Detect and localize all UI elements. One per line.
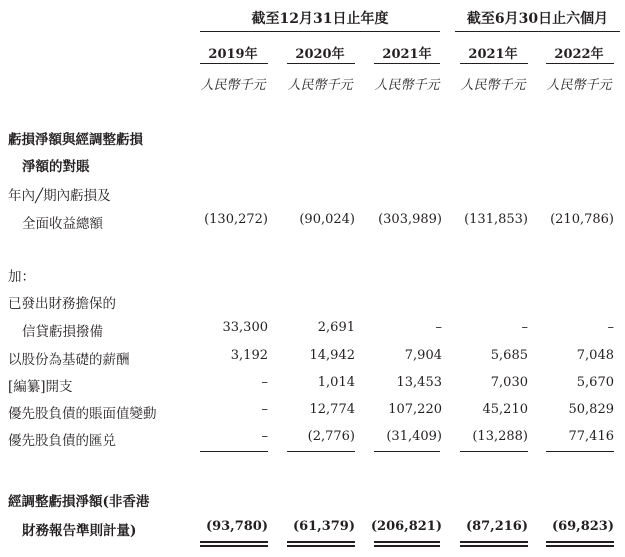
value-cell: 14,942 [309,348,355,363]
value-cell: 33,300 [222,320,268,335]
row-label: 加： [8,269,35,285]
value-cell: – [607,320,614,335]
value-cell: (210,786) [550,212,614,227]
header-group-interim: 截至6月30日止六個月 [466,11,609,27]
header-group-annual: 截至12月31日止年度 [251,11,389,27]
row-label: 財務報告準則計量) [22,523,137,539]
total-double-rule [546,545,614,547]
total-double-rule [287,541,355,543]
value-cell: – [521,320,528,335]
row-label: 優先股負債的匯兑 [8,433,116,449]
year-rule-5 [546,63,614,64]
unit-label: 人民幣千元 [546,78,612,93]
row-label: 信貸虧損撥備 [22,324,103,340]
value-cell: (31,409) [386,429,442,444]
year-2022-interim: 2022年 [554,47,604,62]
value-cell: 50,829 [568,402,614,417]
value-cell: 13,453 [396,375,442,390]
subtotal-rule [287,451,355,452]
row-label: 優先股負債的賬面值變動 [8,406,157,422]
total-double-rule [546,541,614,543]
value-cell: 77,416 [568,429,614,444]
subtotal-rule [200,451,268,452]
year-rule-1 [200,63,268,64]
year-2021: 2021年 [382,47,432,62]
total-cell: (206,821) [370,519,442,534]
header-rule-annual [200,31,440,32]
total-double-rule [200,541,268,543]
value-cell: (2,776) [307,429,355,444]
unit-label: 人民幣千元 [200,78,266,93]
row-label: 虧損淨額與經調整虧損 [8,132,143,148]
value-cell: (90,024) [299,212,355,227]
row-label: 以股份為基礎的薪酬 [8,352,130,368]
value-cell: 5,685 [490,348,528,363]
value-cell: 107,220 [388,402,442,417]
value-cell: 45,210 [482,402,528,417]
total-double-rule [200,545,268,547]
row-label: 已發出財務擔保的 [8,296,116,312]
value-cell: (131,853) [464,212,528,227]
unit-label: 人民幣千元 [287,78,353,93]
total-double-rule [460,541,528,543]
row-label: [編纂]開支 [8,379,73,395]
year-rule-2 [287,63,355,64]
row-label: 經調整虧損淨額(非香港 [8,494,150,510]
total-double-rule [374,545,440,547]
subtotal-rule [546,451,614,452]
year-2019: 2019年 [208,47,258,62]
total-cell: (69,823) [551,519,614,534]
value-cell: – [261,429,268,444]
value-cell: (130,272) [204,212,268,227]
year-2021-interim: 2021年 [468,47,518,62]
row-label: 淨額的對賬 [22,159,90,175]
total-double-rule [460,545,528,547]
value-cell: 5,670 [576,375,614,390]
year-rule-3 [374,63,440,64]
value-cell: 7,048 [576,348,614,363]
unit-label: 人民幣千元 [460,78,526,93]
value-cell: 2,691 [317,320,355,335]
value-cell: 7,030 [490,375,528,390]
total-cell: (87,216) [465,519,528,534]
value-cell: 7,904 [404,348,442,363]
total-cell: (61,379) [292,519,355,534]
value-cell: 12,774 [309,402,355,417]
total-double-rule [287,545,355,547]
year-rule-4 [460,63,528,64]
year-2020: 2020年 [295,47,345,62]
subtotal-rule [460,451,528,452]
value-cell: – [261,375,268,390]
value-cell: – [261,402,268,417]
value-cell: 3,192 [230,348,268,363]
subtotal-rule [374,451,440,452]
total-double-rule [374,541,440,543]
value-cell: 1,014 [317,375,355,390]
unit-label: 人民幣千元 [374,78,440,93]
total-cell: (93,780) [205,519,268,534]
value-cell: – [435,320,442,335]
header-rule-interim [455,31,620,32]
row-label: 年內╱期內虧損及 [8,188,111,204]
value-cell: (303,989) [378,212,442,227]
row-label: 全面收益總額 [22,216,103,232]
value-cell: (13,288) [472,429,528,444]
